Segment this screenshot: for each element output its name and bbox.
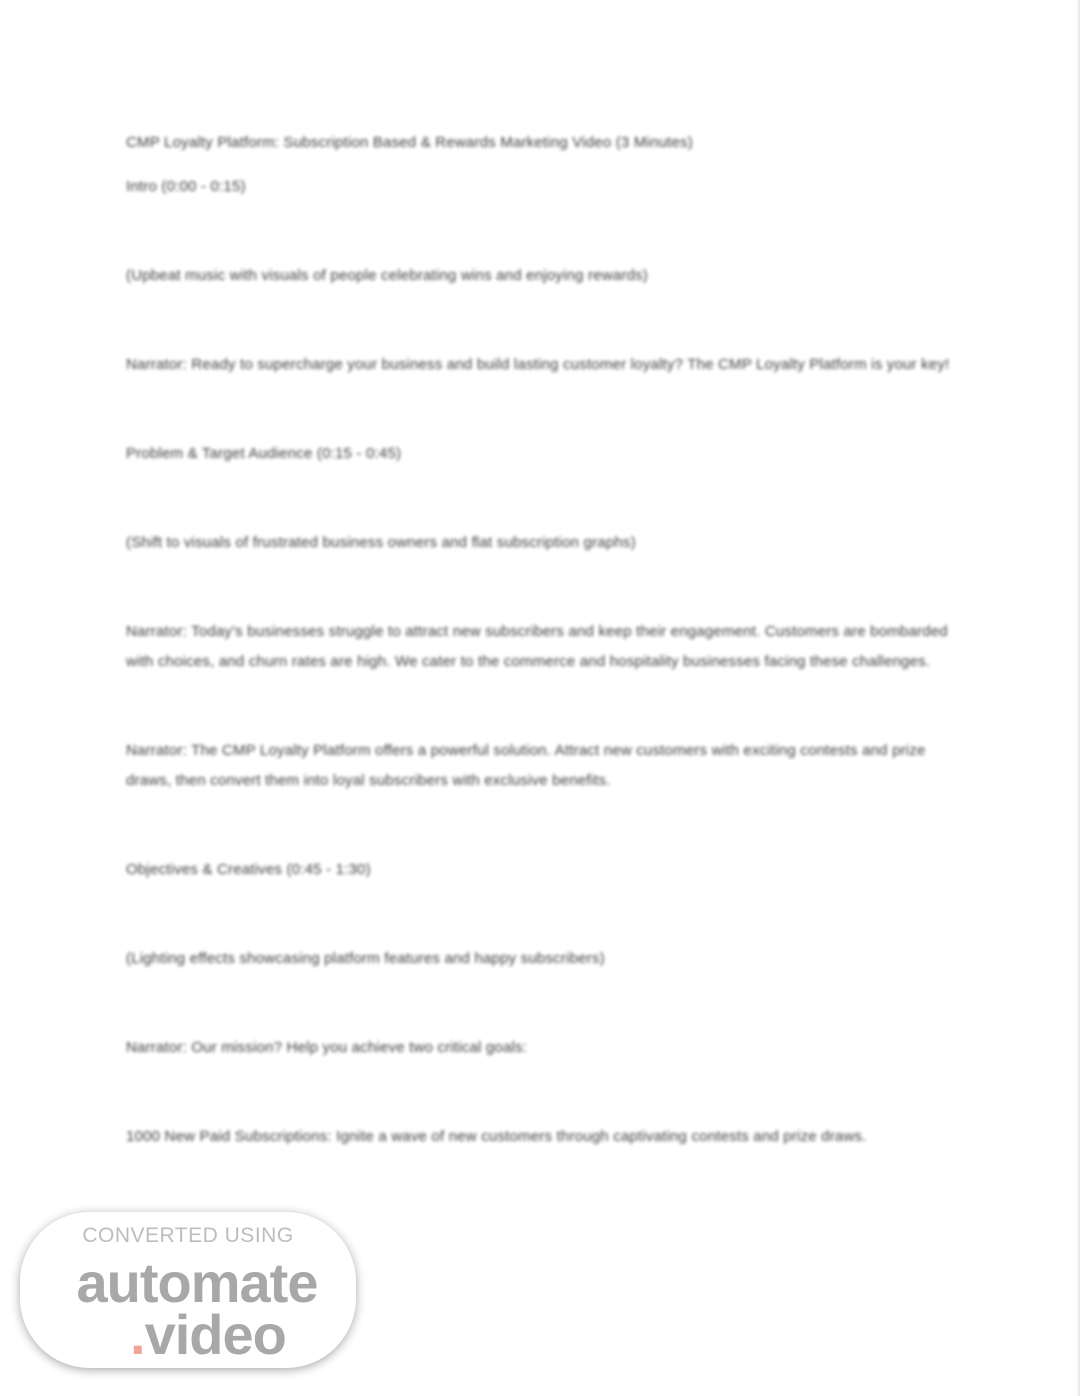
watermark-logo-video	[130, 1302, 356, 1367]
section-heading-problem: Problem & Target Audience (0:15 - 0:45)	[126, 445, 402, 462]
video-title: CMP Loyalty Platform: Subscription Based & Rewards Marketing Video (3 Minutes)	[126, 134, 693, 151]
watermark-dot: .	[130, 1303, 145, 1366]
page-edge	[1076, 0, 1080, 1396]
objective-item: 1000 New Paid Subscriptions: Ignite a wave of new customers through captivating contests and prize draws.	[126, 1128, 867, 1145]
narration-paragraph: Narrator: Ready to supercharge your business and build lasting customer loyalty? The CMP Loyalty Platform is your key!	[126, 356, 950, 373]
document-body	[126, 128, 956, 1152]
watermark-logo-video-text: video	[144, 1303, 286, 1366]
watermark-logo-automate: automate	[76, 1251, 318, 1314]
stage-direction: (Upbeat music with visuals of people celebrating wins and enjoying rewards)	[126, 267, 648, 284]
section-heading-objectives: Objectives & Creatives (0:45 - 1:30)	[126, 861, 371, 878]
narration-paragraph: Narrator: Our mission? Help you achieve two critical goals:	[126, 1039, 528, 1056]
section-heading-intro: Intro (0:00 - 0:15)	[126, 178, 246, 195]
watermark-caption: CONVERTED USING	[82, 1224, 294, 1247]
stage-direction: (Lighting effects showcasing platform features and happy subscribers)	[126, 950, 605, 967]
watermark-badge	[20, 1212, 356, 1368]
stage-direction: (Shift to visuals of frustrated business owners and flat subscription graphs)	[126, 534, 636, 551]
narration-paragraph: Narrator: The CMP Loyalty Platform offers a powerful solution. Attract new customers with exciting contests and prize draws, then convert them into loyal subscribers with exclusive benefits.	[126, 742, 926, 789]
narration-paragraph: Narrator: Today's businesses struggle to attract new subscribers and keep their engagement. Customers are bombarded with choices, and churn rates are high. We cater to the commerce and hospitality businesses facing these challenges.	[126, 623, 948, 670]
